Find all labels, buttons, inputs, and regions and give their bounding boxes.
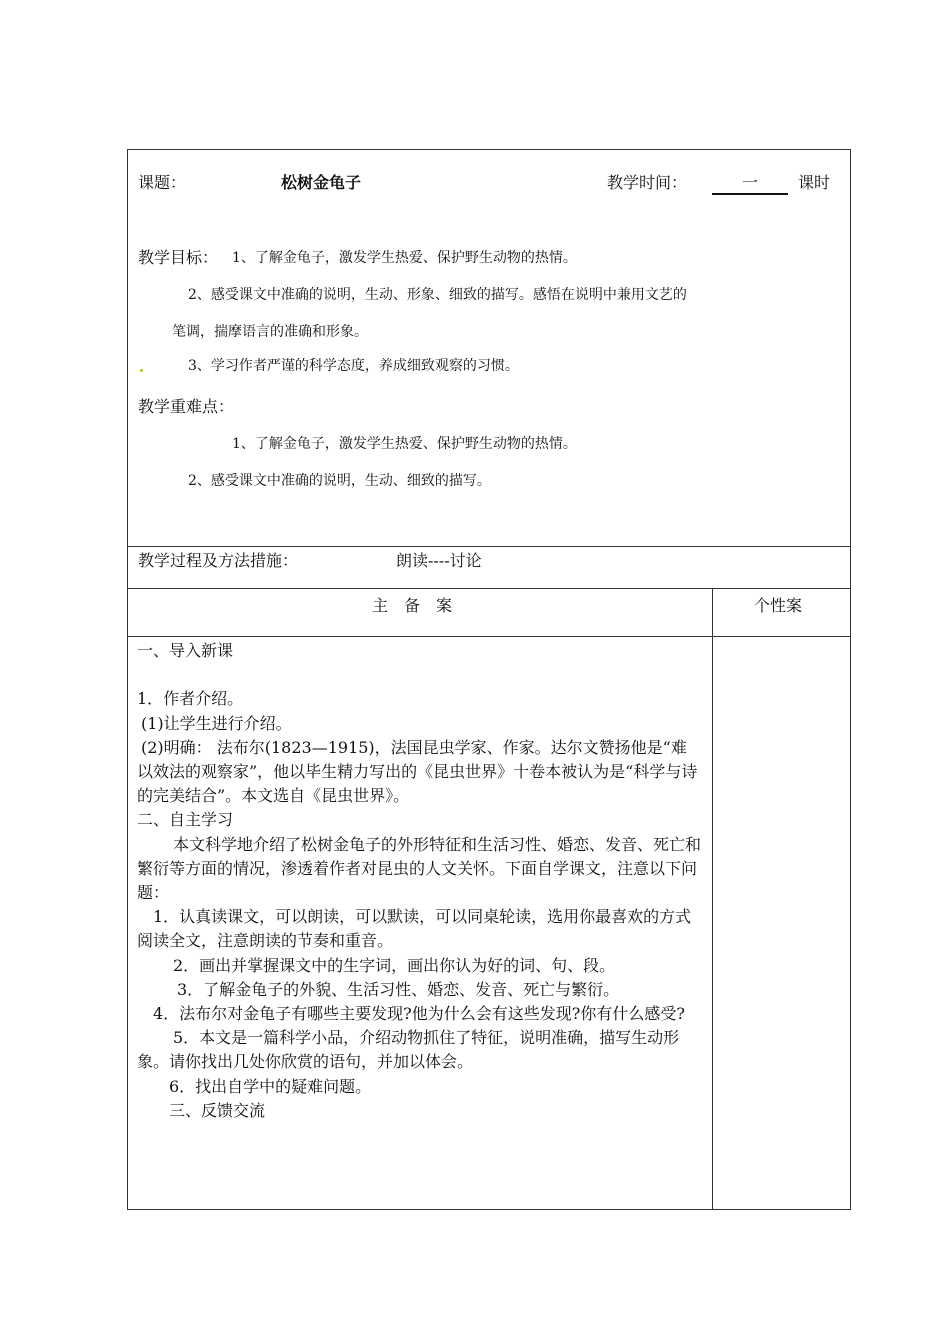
content-paragraph: 1．作者介绍。 bbox=[137, 689, 244, 709]
main-plan-header: 主 备 案 bbox=[372, 596, 453, 615]
section-heading: 三、反馈交流 bbox=[169, 1100, 266, 1120]
content-paragraph: (1)让学生进行介绍。 bbox=[141, 713, 292, 733]
content-paragraph: 6．找出自学中的疑难问题。 bbox=[169, 1076, 372, 1096]
topic-title: 松树金龟子 bbox=[281, 173, 362, 192]
main-plan-content bbox=[137, 639, 702, 1123]
blank-line bbox=[137, 663, 702, 687]
objective-item-2-line-2: 笔调，揣摩语言的准确和形象。 bbox=[172, 324, 368, 340]
content-paragraph: 2．画出并掌握课文中的生字词，画出你认为好的词、句、段。 bbox=[173, 955, 616, 975]
content-paragraph: (2)明确： 法布尔(1823—1915)，法国昆虫学家、作家。达尔文赞扬他是“难以效法的观察家”，他以毕生精力写出的《昆虫世界》十卷本被认为是“科学与诗的完美结合”。本文选自《昆虫世界》。 bbox=[137, 737, 698, 806]
key-points-label: 教学重难点： bbox=[138, 397, 235, 416]
objective-item-3: 3、学习作者严谨的科学态度，养成细致观察的习惯。 bbox=[188, 358, 519, 374]
content-paragraph: 1．认真读课文，可以朗读，可以默读，可以同桌轮读，选用你最喜欢的方式阅读全文，注意朗读的节奏和重音。 bbox=[137, 907, 692, 951]
process-value: 朗读----讨论 bbox=[396, 551, 482, 570]
personal-plan-header: 个性案 bbox=[754, 596, 803, 615]
objectives-label: 教学目标： bbox=[138, 248, 219, 267]
content-paragraph: 4．法布尔对金龟子有哪些主要发现?他为什么会有这些发现?你有什么感受? bbox=[153, 1004, 685, 1024]
table-divider bbox=[128, 588, 850, 589]
topic-label: 课题： bbox=[138, 173, 187, 192]
table-divider bbox=[128, 636, 850, 637]
process-label: 教学过程及方法措施： bbox=[138, 551, 299, 570]
objective-item-2-line-1: 2、感受课文中准确的说明，生动、形象、细致的描写。感悟在说明中兼用文艺的 bbox=[188, 287, 687, 303]
lesson-plan-table bbox=[127, 149, 851, 1210]
key-point-item-1: 1、了解金龟子，激发学生热爱、保护野生动物的热情。 bbox=[232, 436, 577, 452]
key-point-item-2: 2、感受课文中准确的说明，生动、细致的描写。 bbox=[188, 473, 491, 489]
teaching-time-value: 一 bbox=[712, 173, 788, 195]
content-paragraph: 本文科学地介绍了松树金龟子的外形特征和生活习性、婚恋、发音、死亡和繁衍等方面的情况，渗透着作者对昆虫的人文关怀。下面自学课文，注意以下问题： bbox=[137, 834, 702, 903]
table-divider bbox=[128, 546, 850, 547]
objective-item-1: 1、了解金龟子，激发学生热爱、保护野生动物的热情。 bbox=[232, 250, 577, 266]
content-paragraph: 5．本文是一篇科学小品，介绍动物抓住了特征，说明准确，描写生动形象。请你找出几处你欣赏的语句，并加以体会。 bbox=[137, 1028, 680, 1072]
section-heading: 二、自主学习 bbox=[137, 810, 234, 830]
column-divider bbox=[712, 588, 713, 1210]
section-heading: 一、导入新课 bbox=[137, 641, 234, 660]
content-paragraph: 3．了解金龟子的外貌、生活习性、婚恋、发音、死亡与繁衍。 bbox=[177, 979, 620, 999]
stray-dot-mark bbox=[140, 369, 143, 372]
teaching-time-field bbox=[712, 173, 796, 195]
teaching-time-label: 教学时间： bbox=[607, 173, 688, 192]
teaching-time-unit: 课时 bbox=[798, 173, 831, 192]
